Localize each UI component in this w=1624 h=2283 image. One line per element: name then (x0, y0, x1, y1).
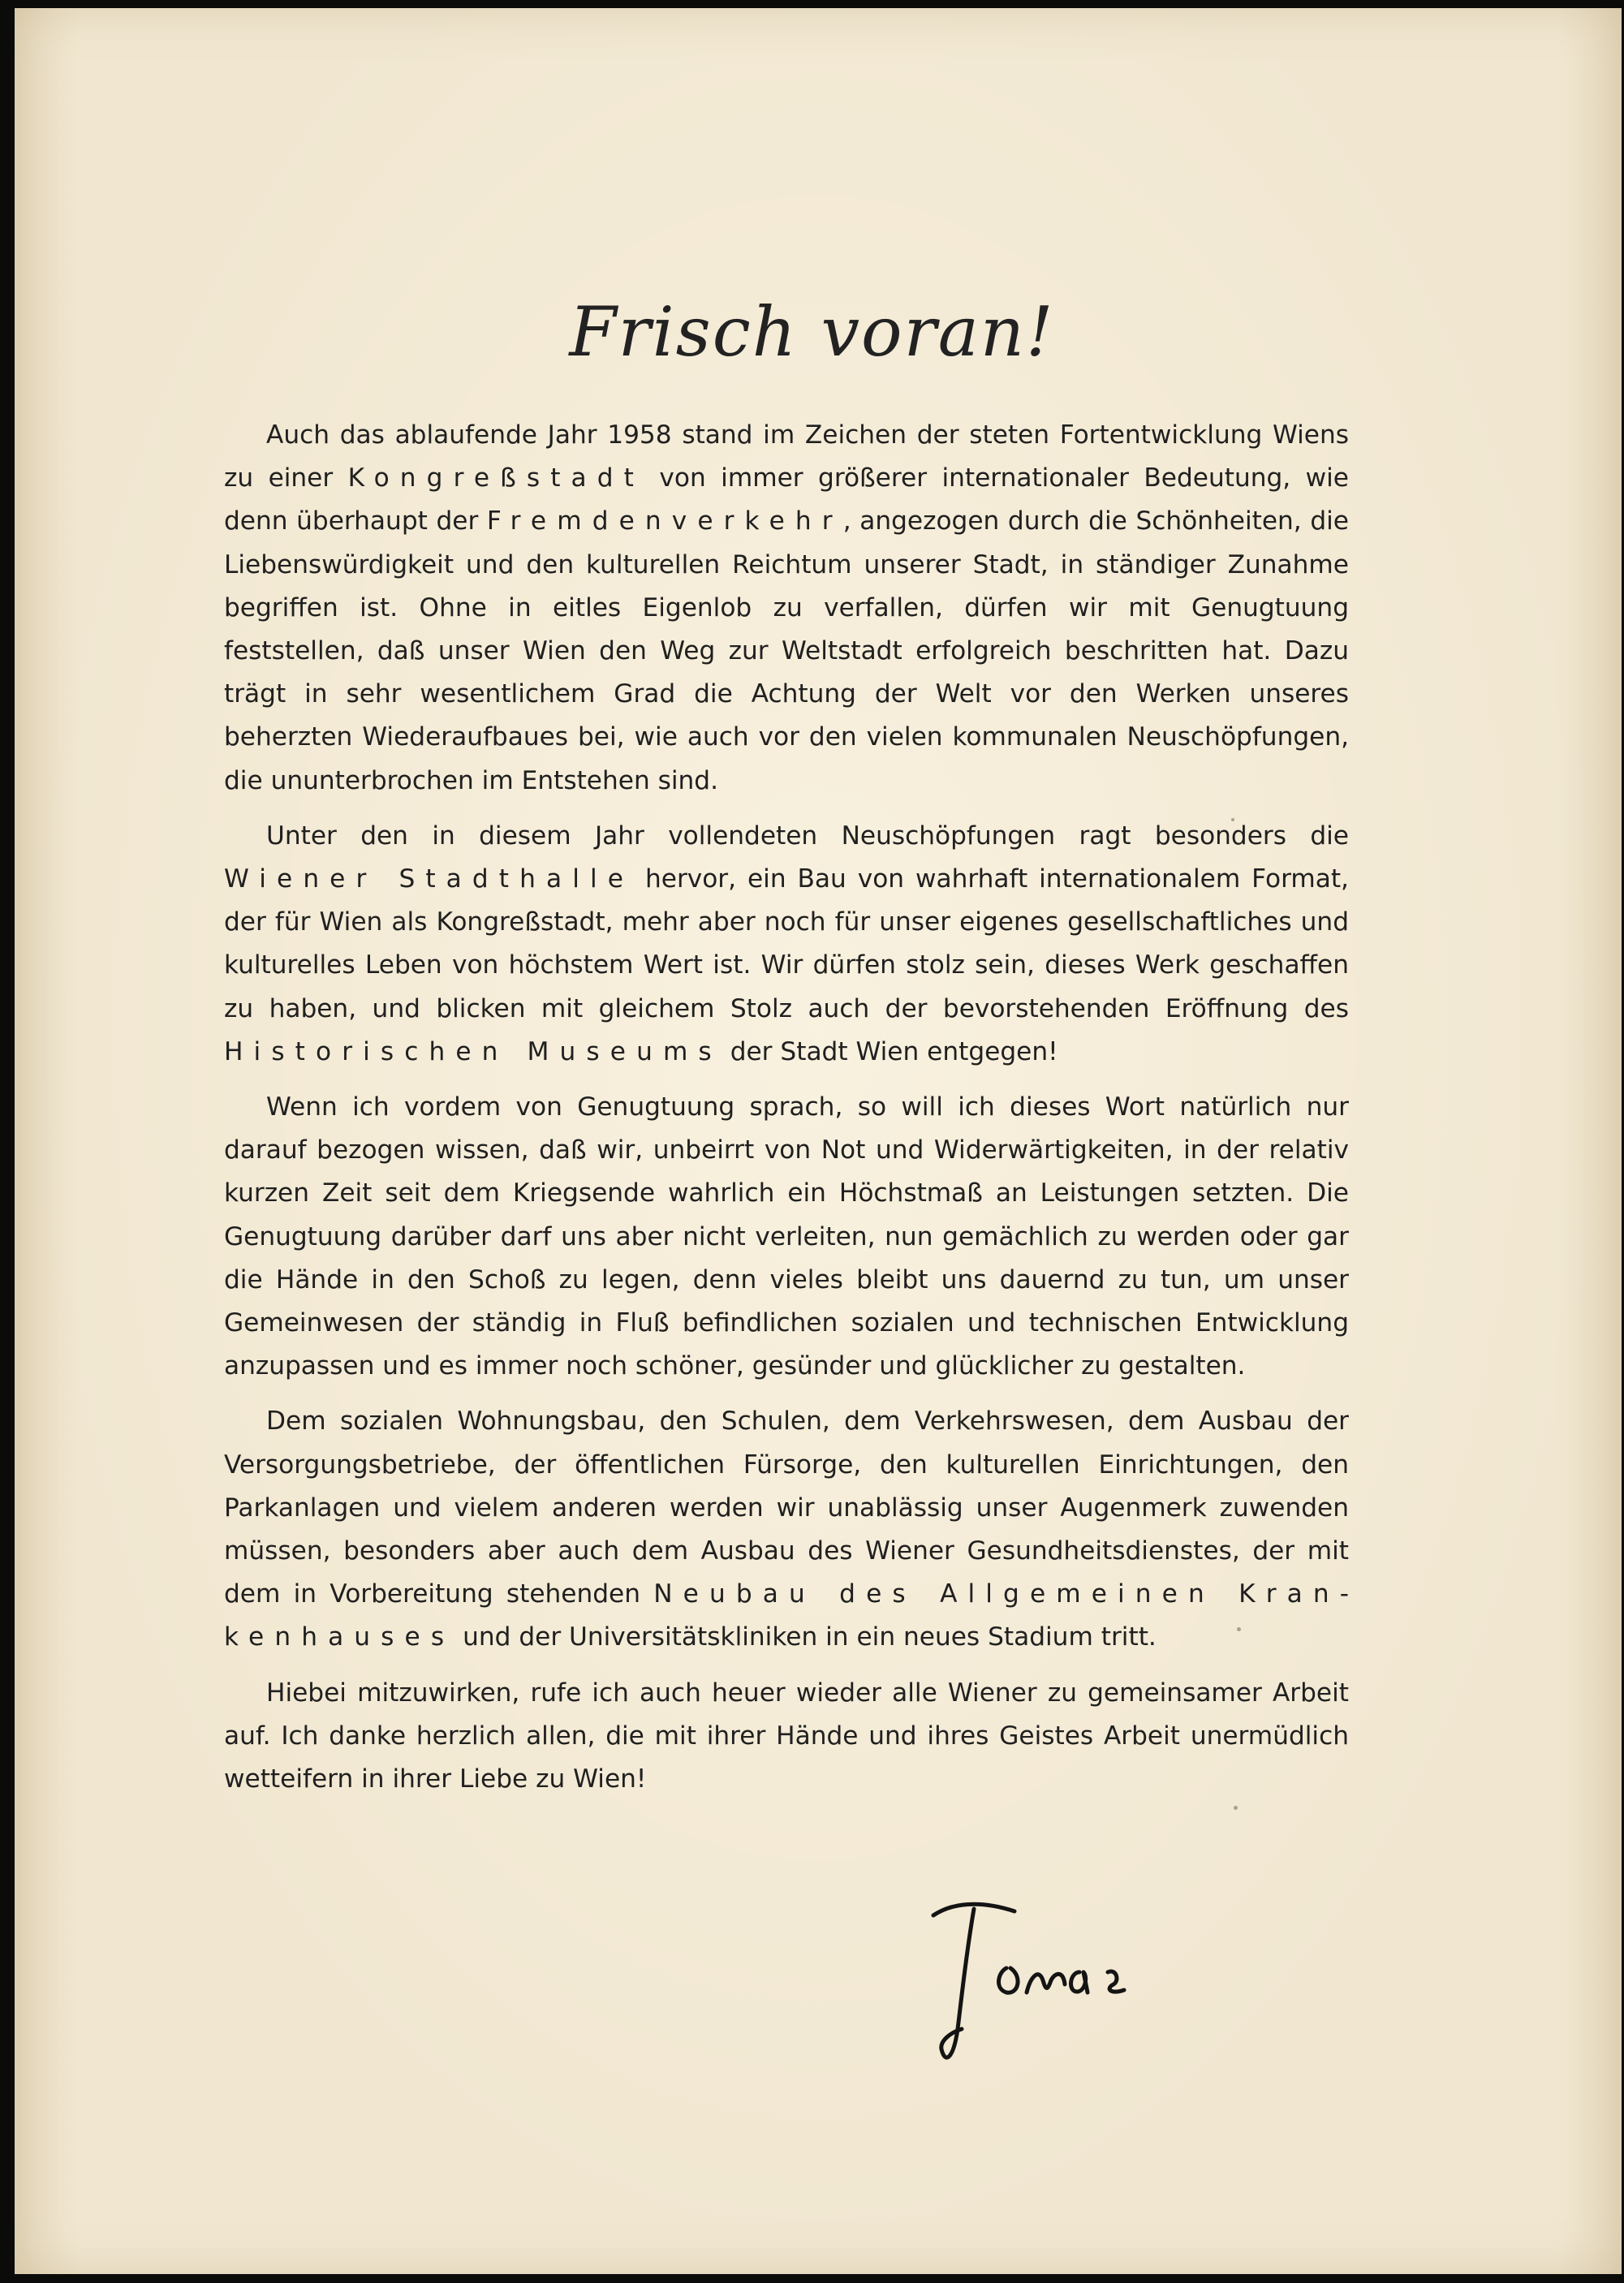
paragraph-text: Wenn ich vordem von Genugtuung sprach, so will ich dieses Wort natürlich nur darauf bezogen wissen, daß wir, unbeirrt von Not und Widerwärtigkeiten, in der relativ kurzen Zeit seit dem Kriegsende wahrlich ein Höchstmaß an Leistungen setzten. Die Genugtuung darüber darf uns aber nicht verleiten, nun gemächlich zu werden oder gar die Hände in den Schoß zu legen, denn vieles bleibt uns dauernd zu tun, um unser Gemeinwesen der ständig in Fluß befindlichen sozialen und technischen Entwicklung anzupassen und es immer noch schöner, gesünder und glücklicher zu gestalten. (224, 1092, 1349, 1381)
document-body (224, 414, 1349, 1813)
paragraph-text: der Stadt Wien entgegen! (722, 1036, 1058, 1066)
emphasized-term: Neubau des Allgemeinen Krankenhauses (224, 1579, 1349, 1652)
emphasized-term: Historischen Museums (224, 1036, 722, 1066)
body-paragraph (224, 1672, 1349, 1802)
body-paragraph (224, 1086, 1349, 1388)
paragraph-text: und der Universitätskliniken in ein neues Stadium tritt. (454, 1622, 1157, 1652)
document-title: Frisch voran! (569, 292, 1055, 372)
body-paragraph (224, 414, 1349, 803)
paragraph-text: Unter den in diesem Jahr vollendeten Neuschöpfungen ragt besonders die (266, 821, 1349, 851)
paragraph-text: hervor, ein Bau von wahrhaft internationalem Format, der für Wien als Kongreßstadt, mehr aber noch für unser eigenes gesellschaftliches und kulturelles Leben von höchstem Wert ist. Wir dürfen stolz sein, dieses Werk geschaffen zu haben, und blicken mit gleichem Stolz auch der bevorstehenden Eröffnung des (224, 864, 1349, 1023)
emphasized-term: Fremdenverkehr (486, 506, 843, 536)
emphasized-term: Wiener Stadthalle (224, 864, 635, 894)
body-paragraph (224, 815, 1349, 1074)
signature (925, 1891, 1169, 2070)
emphasized-term: Kongreßstadt (347, 463, 644, 493)
paragraph-text: von immer größerer internationaler Bedeutung, wie denn überhaupt der (224, 463, 1349, 536)
paragraph-text: , angezogen durch die Schönheiten, die Liebenswürdigkeit und den kulturellen Reichtum unserer Stadt, in ständiger Zunahme begriffen ist. Ohne in eitles Eigenlob zu verfallen, dürfen wir mit Genugtuung feststellen, daß unser Wien den Weg zur Weltstadt erfolgreich beschritten hat. Dazu trägt in sehr wesentlichem Grad die Achtung der Welt vor den Werken unseres beherzten Wiederaufbaues bei, wie auch vor den vielen kommunalen Neuschöpfungen, die ununterbrochen im Entstehen sind. (224, 506, 1349, 795)
paragraph-text: Auch das ablaufende Jahr 1958 stand im Zeichen der steten Fortentwicklung Wiens zu einer (224, 420, 1349, 493)
paragraph-text: Dem sozialen Wohnungsbau, den Schulen, dem Verkehrswesen, dem Ausbau der Versorgungsbetriebe, der öffentlichen Fürsorge, den kulturellen Einrichtungen, den Parkanlagen und vielem anderen werden wir unablässig unser Augenmerk zuwenden müssen, besonders aber auch dem Ausbau des Wiener Gesundheitsdienstes, der mit dem in Vorbereitung stehenden (224, 1406, 1349, 1609)
paragraph-text: Hiebei mitzuwirken, rufe ich auch heuer wieder alle Wiener zu gemeinsamer Arbeit auf. Ich danke herzlich allen, die mit ihrer Hände und ihres Geistes Arbeit unermüdlich wetteifern in ihrer Liebe zu Wien! (224, 1678, 1349, 1794)
body-paragraph (224, 1400, 1349, 1659)
